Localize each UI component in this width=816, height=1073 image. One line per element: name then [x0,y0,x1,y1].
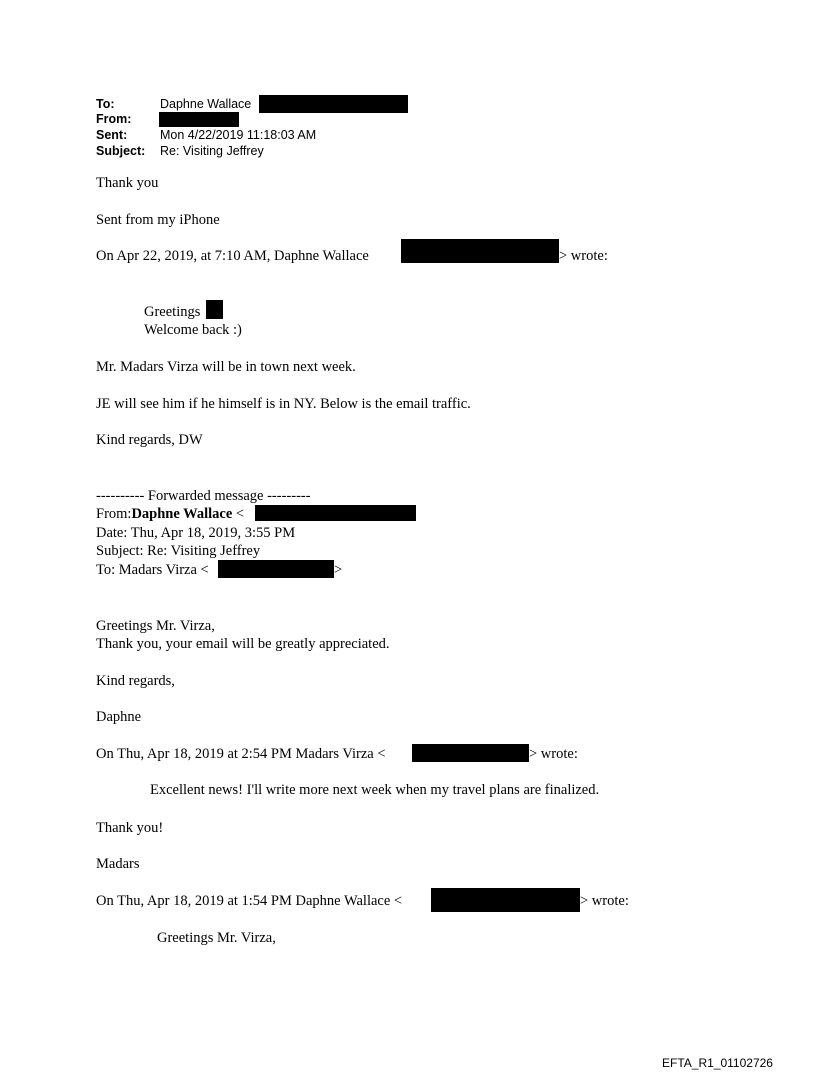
message-intro: On Thu, Apr 18, 2019 at 2:54 PM Madars Virza < [96,746,386,762]
redaction-box [431,888,580,912]
message-body: Thank you, your email will be greatly appreciated. [96,636,390,652]
redaction-box [401,239,559,263]
forwarded-subject: Subject: Re: Visiting Jeffrey [96,543,261,559]
message-greeting: Greetings Mr. Virza, [96,618,215,634]
iphone-signature: Sent from my iPhone [96,212,220,228]
reply-text: Thank you [96,175,159,191]
quoted-welcome: Welcome back :) [144,322,242,338]
redaction-box [218,560,334,578]
redaction-box [159,112,239,127]
forwarded-date: Date: Thu, Apr 18, 2019, 3:55 PM [96,525,296,541]
redaction-box [259,95,408,113]
to-value: Daphne Wallace [160,97,252,111]
quoted-paragraph: JE will see him if he himself is in NY. Below is the email traffic. [96,396,471,412]
message-signature: Madars [96,856,140,872]
forwarded-from-prefix: From: [96,506,132,522]
forwarded-from [96,505,244,523]
to-label: To: [96,97,115,111]
message-wrote: > wrote: [529,746,578,762]
message-intro: On Thu, Apr 18, 2019 at 1:54 PM Daphne Wallace < [96,893,403,909]
message-wrote: > wrote: [580,893,629,909]
quote-intro-text: On Apr 22, 2019, at 7:10 AM, Daphne Wallace [96,248,369,264]
subject-label: Subject: [96,144,146,158]
redaction-box [412,744,529,762]
message-regards: Kind regards, [96,673,175,689]
forwarded-to-close: > [334,562,343,578]
from-label: From: [96,112,132,126]
message-thanks: Thank you! [96,820,164,836]
subject-value: Re: Visiting Jeffrey [160,144,264,158]
document-id: EFTA_R1_01102726 [662,1056,773,1070]
forwarded-from-open: < [235,506,245,522]
sent-value: Mon 4/22/2019 11:18:03 AM [160,128,317,142]
forwarded-to: To: Madars Virza < [96,562,209,578]
quote-intro [96,247,369,265]
quoted-regards: Kind regards, DW [96,432,203,448]
message-greeting: Greetings Mr. Virza, [157,930,276,946]
quoted-paragraph: Mr. Madars Virza will be in town next week. [96,359,356,375]
forwarded-divider: ---------- Forwarded message --------- [96,488,311,504]
wrote-suffix: > wrote: [559,248,608,264]
redaction-box [255,505,416,521]
quoted-greeting: Greetings [144,304,201,320]
message-signature: Daphne [96,709,142,725]
sent-label: Sent: [96,128,128,142]
forwarded-from-name: Daphne Wallace [131,506,233,522]
message-quote: Excellent news! I'll write more next week when my travel plans are finalized. [150,782,600,798]
redaction-box [206,300,223,319]
